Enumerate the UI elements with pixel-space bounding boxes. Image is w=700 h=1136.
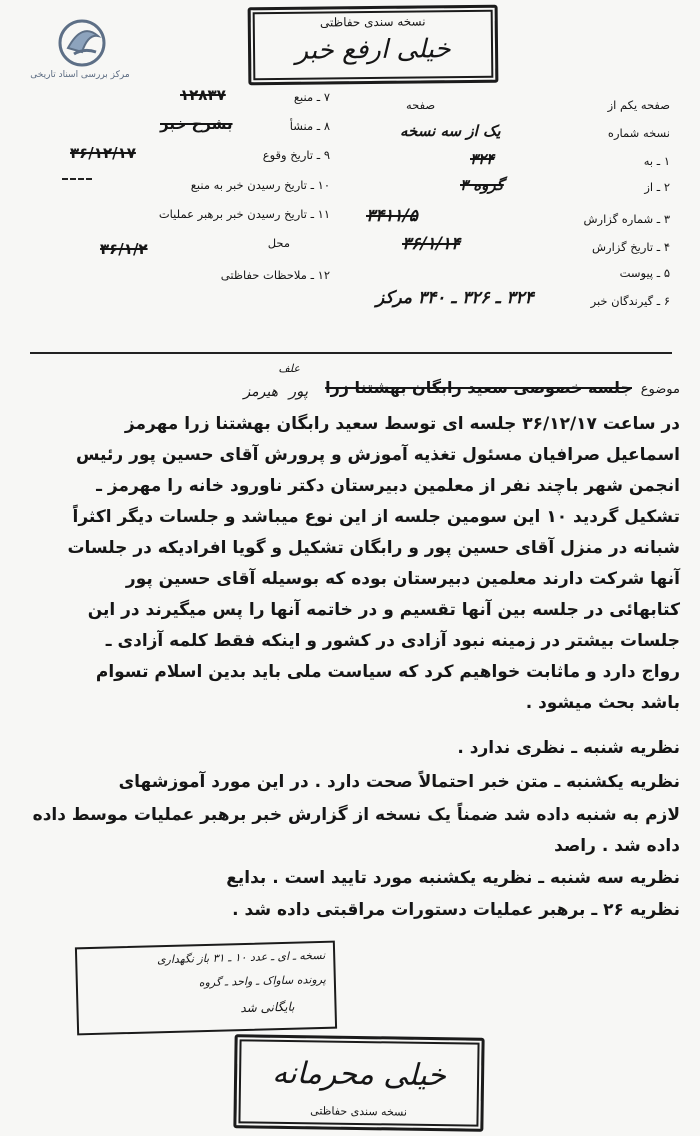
field-report-number-value: ۳۴۱۱/۵ <box>366 206 418 226</box>
field-security-notes <box>60 266 330 286</box>
field-copy-number-value: یک از سه نسخه <box>400 122 501 140</box>
field-receipt-by-leader-label: ۱۱ ـ تاریخ رسیدن خبر برهبر عملیات <box>158 207 330 221</box>
top-classification-stamp <box>248 5 499 86</box>
stamp-label: نسخه سندی حفاظتی <box>310 1104 408 1119</box>
stamp-handwriting: خیلی محرمانه <box>272 1055 447 1094</box>
body-line: در ساعت ۳۶/۱۲/۱۷ جلسه ای توسط سعید رابگان بهشتنا زرا مهرمز <box>124 414 680 434</box>
field-origin-value: بشرح خبر <box>160 115 233 133</box>
opinion-line: نظریه ۲۶ ـ برهبر عملیات دستورات مراقبتی داده شد . <box>232 900 680 920</box>
field-receipt-by-source-label: ۱۰ ـ تاریخ رسیدن خبر به منبع <box>190 178 330 192</box>
watermark <box>20 18 140 88</box>
filing-stamp <box>75 941 337 1036</box>
field-receipt-by-source <box>60 176 330 196</box>
bottom-classification-stamp <box>233 1034 484 1131</box>
filing-stamp-line: بایگانی شد <box>240 999 295 1016</box>
field-to-label: ۱ ـ به <box>643 154 670 168</box>
subject-correction: علف <box>278 362 300 375</box>
field-recipients-label: ۶ ـ گیرندگان خبر <box>590 294 670 308</box>
header-divider <box>30 352 672 354</box>
field-security-notes-label: ۱۲ ـ ملاحظات حفاظتی <box>220 268 330 282</box>
field-origin-label: ۸ ـ منشأ <box>289 119 330 133</box>
field-place-value: ۳۶/۱/۲ <box>100 240 148 258</box>
stamp-handwriting: خیلی ارفع خبر <box>295 34 451 66</box>
field-place-label: محل <box>267 236 290 250</box>
field-place <box>60 234 330 258</box>
subject-insert: پور <box>288 382 308 400</box>
field-report-number-label: ۳ ـ شماره گزارش <box>583 212 670 226</box>
body-line: رواج دارد و ماثابت خواهیم کرد که سیاست ملی باید بدین اسلام تسوام <box>95 662 680 682</box>
body-line: آنها شرکت دارند معلمین دبیرستان بوده که بوسیله آقای حسین پور <box>125 569 680 589</box>
opinion-line: نظریه شنبه ـ نظری ندارد . <box>457 738 680 758</box>
field-occurrence-date <box>60 146 330 166</box>
field-page-label: صفحه یکم از <box>607 98 670 112</box>
body-line: شبانه در منزل آقای حسین پور و رابگان تشکیل و گویا افرادیکه در جلسات <box>67 538 680 558</box>
field-source-value: ۱۲۸۳۷ <box>180 86 226 104</box>
field-copy-number <box>400 122 670 146</box>
opinion-line: لازم به شنبه داده شد ضمناً یک نسخه از گزارش خبر برهبر عملیات موسط داده <box>32 805 680 825</box>
watermark-text: مرکز بررسی اسناد تاریخی <box>30 70 130 80</box>
field-report-date-label: ۴ ـ تاریخ گزارش <box>591 240 670 254</box>
filing-stamp-line: پرونده ساواک ـ واحد ـ گروه <box>198 972 326 990</box>
field-recipients <box>376 282 670 322</box>
body-line: باشد بحث میشود . <box>525 693 680 713</box>
field-from <box>400 176 670 200</box>
field-to <box>400 150 670 174</box>
field-report-date <box>366 234 670 260</box>
field-attachment-label: ۵ ـ پیوست <box>619 266 670 280</box>
field-page <box>400 96 670 116</box>
field-from-value: گروه ۳ <box>460 176 504 194</box>
field-recipients-value: ۳۲۴ ـ ۳۲۶ ـ ۳۴۰ مرکز <box>376 288 534 308</box>
stamp-label: نسخه سندی حفاظتی <box>319 14 426 30</box>
field-occurrence-date-label: ۹ ـ تاریخ وقوع <box>262 148 330 162</box>
field-page-value: صفحه <box>406 98 436 112</box>
opinion-line: نظریه یکشنبه ـ متن خبر احتمالاً صحت دارد . در این مورد آموزشهای <box>118 772 680 792</box>
archive-logo-icon <box>54 18 110 68</box>
subject-text: جلسه خصوصی سعید رابگان بهشتنا زرا <box>325 378 632 397</box>
opinion-line: داده شد . راصد <box>554 836 680 856</box>
subject-tail: هیرمز <box>243 384 278 400</box>
field-origin <box>60 117 330 137</box>
body-line: انجمن شهر باچند نفر از معلمین دبیرستان دکتر ناورود خانه را مهرمز ـ <box>96 476 680 496</box>
body-line: تشکیل گردید ۱۰ این سومین جلسه از این نوع میباشد و جلسات دیگر اکثراً <box>72 507 680 527</box>
filing-stamp-line: نسخه ـ ای ـ عدد ۱۰ ـ ۳۱ باز نگهداری <box>156 948 326 967</box>
opinion-line: نظریه سه شنبه ـ نظریه یکشنبه مورد تایید است . بدایع <box>226 868 680 888</box>
body-line: اسماعیل صرافیان مسئول تغذیه آموزش و پرورش آقای حسین پور رئیس <box>76 445 680 465</box>
field-copy-number-label: نسخه شماره <box>607 126 670 140</box>
field-to-value: ۳۲۴ <box>470 150 495 168</box>
body-line: جلسات بیشتر در زمینه نبود آزادی در کشور و اینکه فقط کلمه آزادی ـ <box>105 631 680 651</box>
field-source <box>60 88 330 108</box>
body-line: کتابهائی در جلسه بین آنها تقسیم و در خاتمه آنها را پس میگیرند در این <box>87 600 680 620</box>
subject-label: موضوع <box>640 382 680 397</box>
field-report-date-value: ۳۶/۱/۱۴ <box>402 234 461 254</box>
field-occurrence-date-value: ۳۶/۱۲/۱۷ <box>70 144 136 162</box>
field-report-number <box>366 206 670 232</box>
field-receipt-by-leader <box>60 205 330 225</box>
field-from-label: ۲ ـ از <box>644 180 670 194</box>
subject-line <box>150 362 680 404</box>
field-source-label: ۷ ـ منبع <box>293 90 330 104</box>
